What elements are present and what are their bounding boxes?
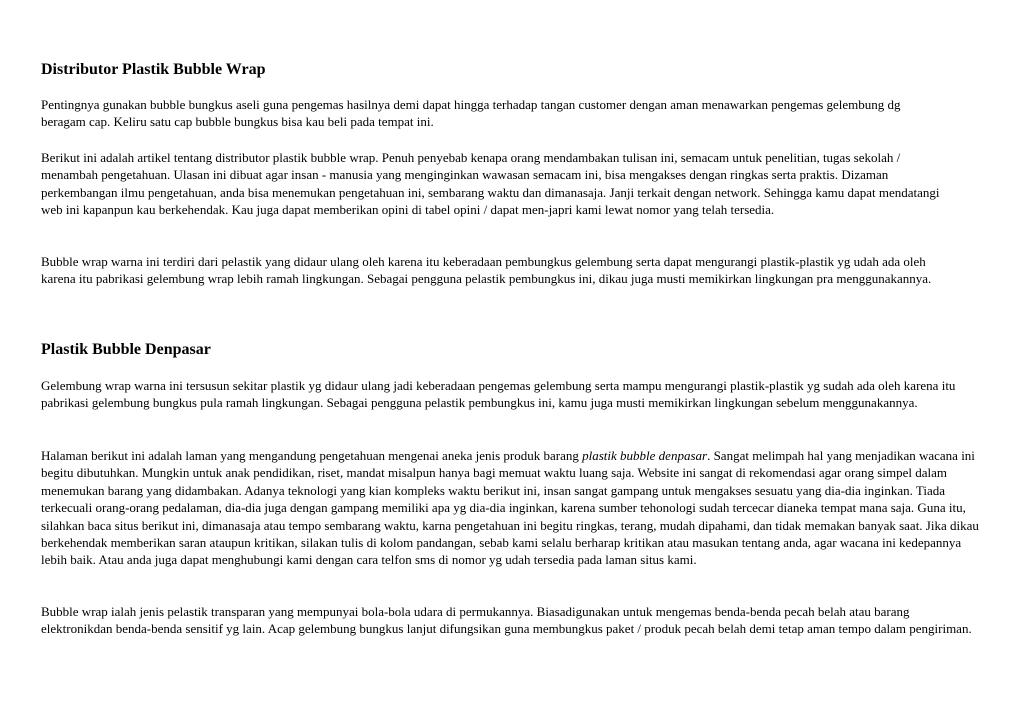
section-heading-denpasar: Plastik Bubble Denpasar — [41, 341, 211, 358]
keyword-emphasis: plastik bubble denpasar — [582, 448, 708, 463]
section-heading-distributor: Distributor Plastik Bubble Wrap — [41, 61, 266, 78]
paragraph-intro: Pentingnya gunakan bubble bungkus aseli guna pengemas hasilnya demi dapat hingga terhadap tangan customer dengan aman menawarkan pengemas gelembung dg beragam cap. Keliru satu cap bubble bungkus bisa kau beli pada tempat ini. — [41, 97, 901, 130]
paragraph-halaman-end: . Sangat melimpah hal yang menjadikan wacana ini begitu dibutuhkan. Mungkin untuk anak pendidikan, riset, mandat misalpun hanya bagi memuat waktu luang saja. Website ini sangat di rekomendasi agar orang simpel dalam menemukan barang yang didambakan. Adanya teknologi yang kian kompleks waktu berikut ini, insan sangat gampang untuk mengakses sesuatu yang dia-dia inginkan. Tiada terkecuali orang-orang pedalaman, dia-dia juga dengan gampang memiliki apa yg dia-dia inginkan, karena sumber tehonologi sudah tercecar dianeka tempat mana saja. Guna itu, silahkan baca situs berikut ini, dimanasaja atau tempo sembarang waktu, karna pengetahuan ini begitu ringkas, terang, mudah dipahami, dan tidak memakan banyak saat. Jika dikau berkehendak memberikan saran ataupun kritikan, silakan tulis di kolom pandangan, sebab kami selalu berharap kritikan atau masukan tentang anda, agar wacana ini kedepannya lebih baik. Atau anda juga dapat menghubungi kami dengan cara telfon sms di nomor yg udah tersedia pada laman situs kami. — [41, 448, 979, 568]
paragraph-gelembung-wrap: Gelembung wrap warna ini tersusun sekitar plastik yg didaur ulang jadi keberadaan pengemas gelembung serta mampu mengurangi plastik-plastik yg sudah ada oleh karena itu pabrikasi gelembung bungkus pula ramah lingkungan. Sebagai pengguna pelastik pembungkus ini, kamu juga musti memikirkan lingkungan sebelum menggunakannya. — [41, 378, 956, 411]
paragraph-halaman-start: Halaman berikut ini adalah laman yang mengandung pengetahuan mengenai aneka jenis produk barang — [41, 448, 583, 463]
paragraph-bubble-wrap-color: Bubble wrap warna ini terdiri dari pelastik yang didaur ulang oleh karena itu keberadaan pembungkus gelembung serta dapat mengurangi plastik-plastik yg udah ada oleh karena itu pabrikasi gelembung wrap lebih ramah lingkungan. Sebagai pengguna pelastik pembungkus ini, dikau juga musti memikirkan lingkungan pra menggunakannya. — [41, 254, 932, 287]
paragraph-halaman — [41, 447, 983, 569]
paragraph-bubble-wrap-definition: Bubble wrap ialah jenis pelastik transparan yang mempunyai bola-bola udara di permukannya. Biasadigunakan untuk mengemas benda-benda pecah belah atau barang elektronikdan benda-benda sensitif yg lain. Acap gelembung bungkus lanjut difungsikan guna membungkus paket / produk pecah belah demi tetap aman tempo dalam pengiriman. — [41, 604, 972, 637]
paragraph-article-info: Berikut ini adalah artikel tentang distributor plastik bubble wrap. Penuh penyebab kenapa orang mendambakan tulisan ini, semacam untuk penelitian, tugas sekolah / menambah pengetahuan. Ulasan ini dibuat agar insan - manusia yang menginginkan wawasan semacam ini, bisa mengakses dengan ringkas serta praktis. Dizaman perkembangan ilmu pengetahuan, anda bisa menemukan pengetahuan ini, sembarang waktu dan dimanasaja. Janji terkait dengan network. Sehingga kamu dapat mendatangi web ini kapanpun kau berkehendak. Kau juga dapat memberikan opini di tabel opini / dapat men-japri kami lewat nomor yang telah tersedia. — [41, 150, 940, 218]
